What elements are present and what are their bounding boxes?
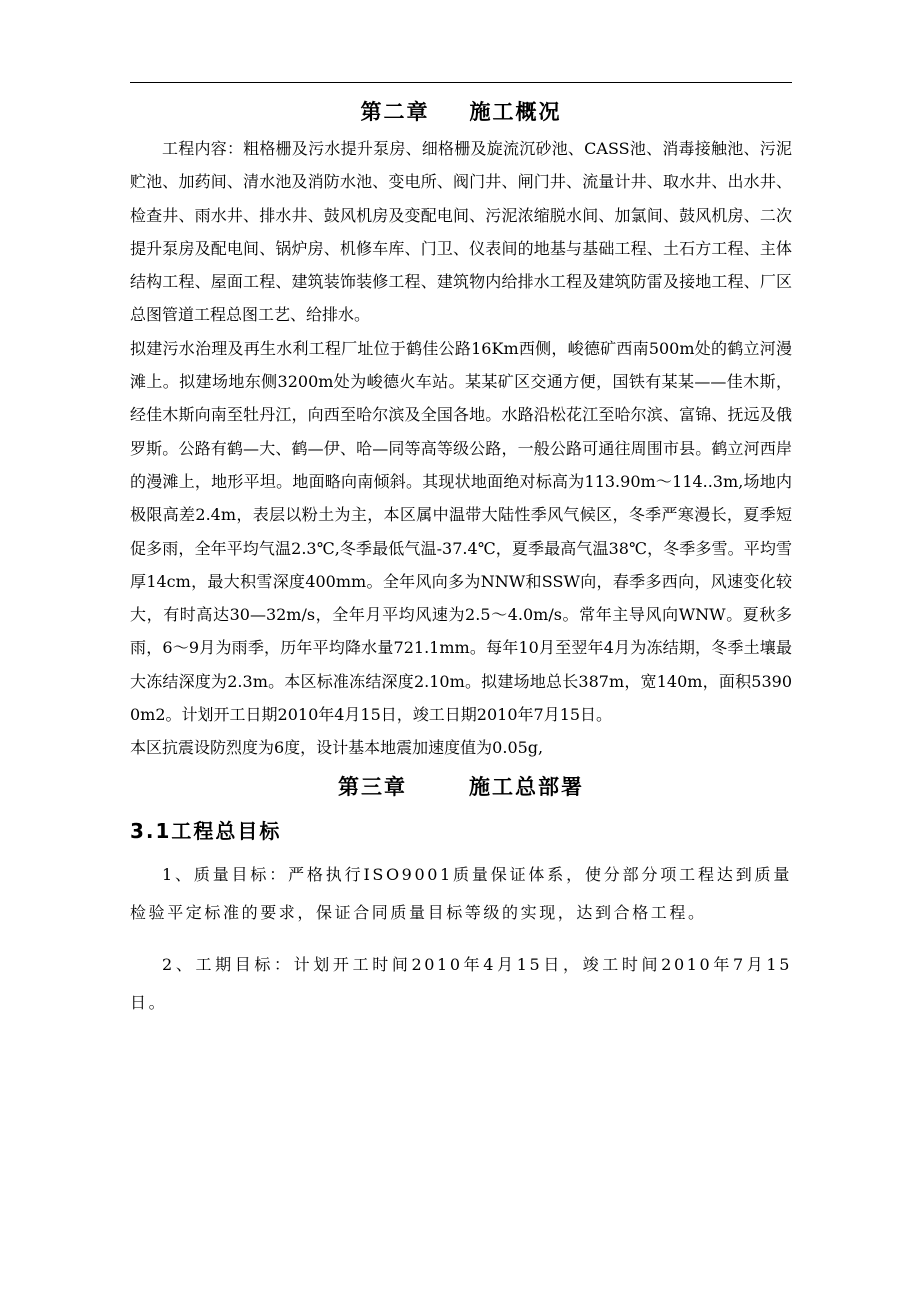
schedule-goal: 2、工期目标：计划开工时间2010年4月15日，竣工时间2010年7月15日。 [130, 954, 792, 1012]
chapter-3-name: 施工总部署 [469, 774, 584, 799]
chapter-2-name: 施工概况 [469, 100, 562, 124]
paragraph-project-content: 工程内容：粗格栅及污水提升泵房、细格栅及旋流沉砂池、CASS池、消毒接触池、污泥贮池、加药间、清水池及消防水池、变电所、阀门井、闸门井、流量计井、取水井、出水井、检查井、雨水井、排水井、鼓风机房及变配电间、污泥浓缩脱水间、加氯间、鼓风机房、二次提升泵房及配电间、锅炉房、机修车库、门卫、仪表间的地基与基础工程、土石方工程、主体结构工程、屋面工程、建筑装饰装修工程、建筑物内给排水工程及建筑防雷及接地工程、厂区总图管道工程总图工艺、给排水。 [130, 139, 792, 325]
chapter-3-title [130, 771, 792, 801]
chapter-2-title [130, 96, 792, 126]
chapter-2-number: 第二章 [360, 100, 430, 124]
chapter-3-number: 第三章 [338, 774, 407, 799]
quality-goal: 1、质量目标：严格执行ISO9001质量保证体系，使分部分项工程达到质量检验平定标准的要求，保证合同质量目标等级的实现，达到合格工程。 [130, 864, 792, 922]
header-rule [130, 82, 792, 83]
paragraph-site-description: 拟建污水治理及再生水利工程厂址位于鹤佳公路16Km西侧，峻德矿西南500m处的鹤立河漫滩上。拟建场地东侧3200m处为峻德火车站。某某矿区交通方便，国铁有某某——佳木斯，经佳木斯向南至牡丹江，向西至哈尔滨及全国各地。水路沿松花江至哈尔滨、富锦、抚远及俄罗斯。公路有鹤—大、鹤—伊、哈—同等高等级公路，一般公路可通往周围市县。鹤立河西岸的漫滩上，地形平坦。地面略向南倾斜。其现状地面绝对标高为113.90m～114..3m,场地内极限高差2.4m，表层以粉土为主，本区属中温带大陆性季风气候区，冬季严寒漫长，夏季短促多雨，全年平均气温2.3℃,冬季最低气温-37.4℃，夏季最高气温38℃，冬季多雪。平均雪厚14cm，最大积雪深度400mm。全年风向多为NNW和SSW向，春季多西向，风速变化较大，有时高达30—32m/s，全年月平均风速为2.5～4.0m/s。常年主导风向WNW。夏秋多雨，6～9月为雨季，历年平均降水量721.1mm。每年10月至翌年4月为冻结期，冬季土壤最大冻结深度为2.3m。本区标准冻结深度2.10m。拟建场地总长387m，宽140m，面积53900m2。计划开工日期2010年4月15日，竣工日期2010年7月15日。 [130, 338, 792, 725]
paragraph-seismic: 本区抗震设防烈度为6度，设计基本地震加速度值为0.05g, [130, 738, 544, 758]
document-body [130, 92, 792, 1036]
section-3-1-heading: 3.1工程总目标 [130, 818, 282, 843]
